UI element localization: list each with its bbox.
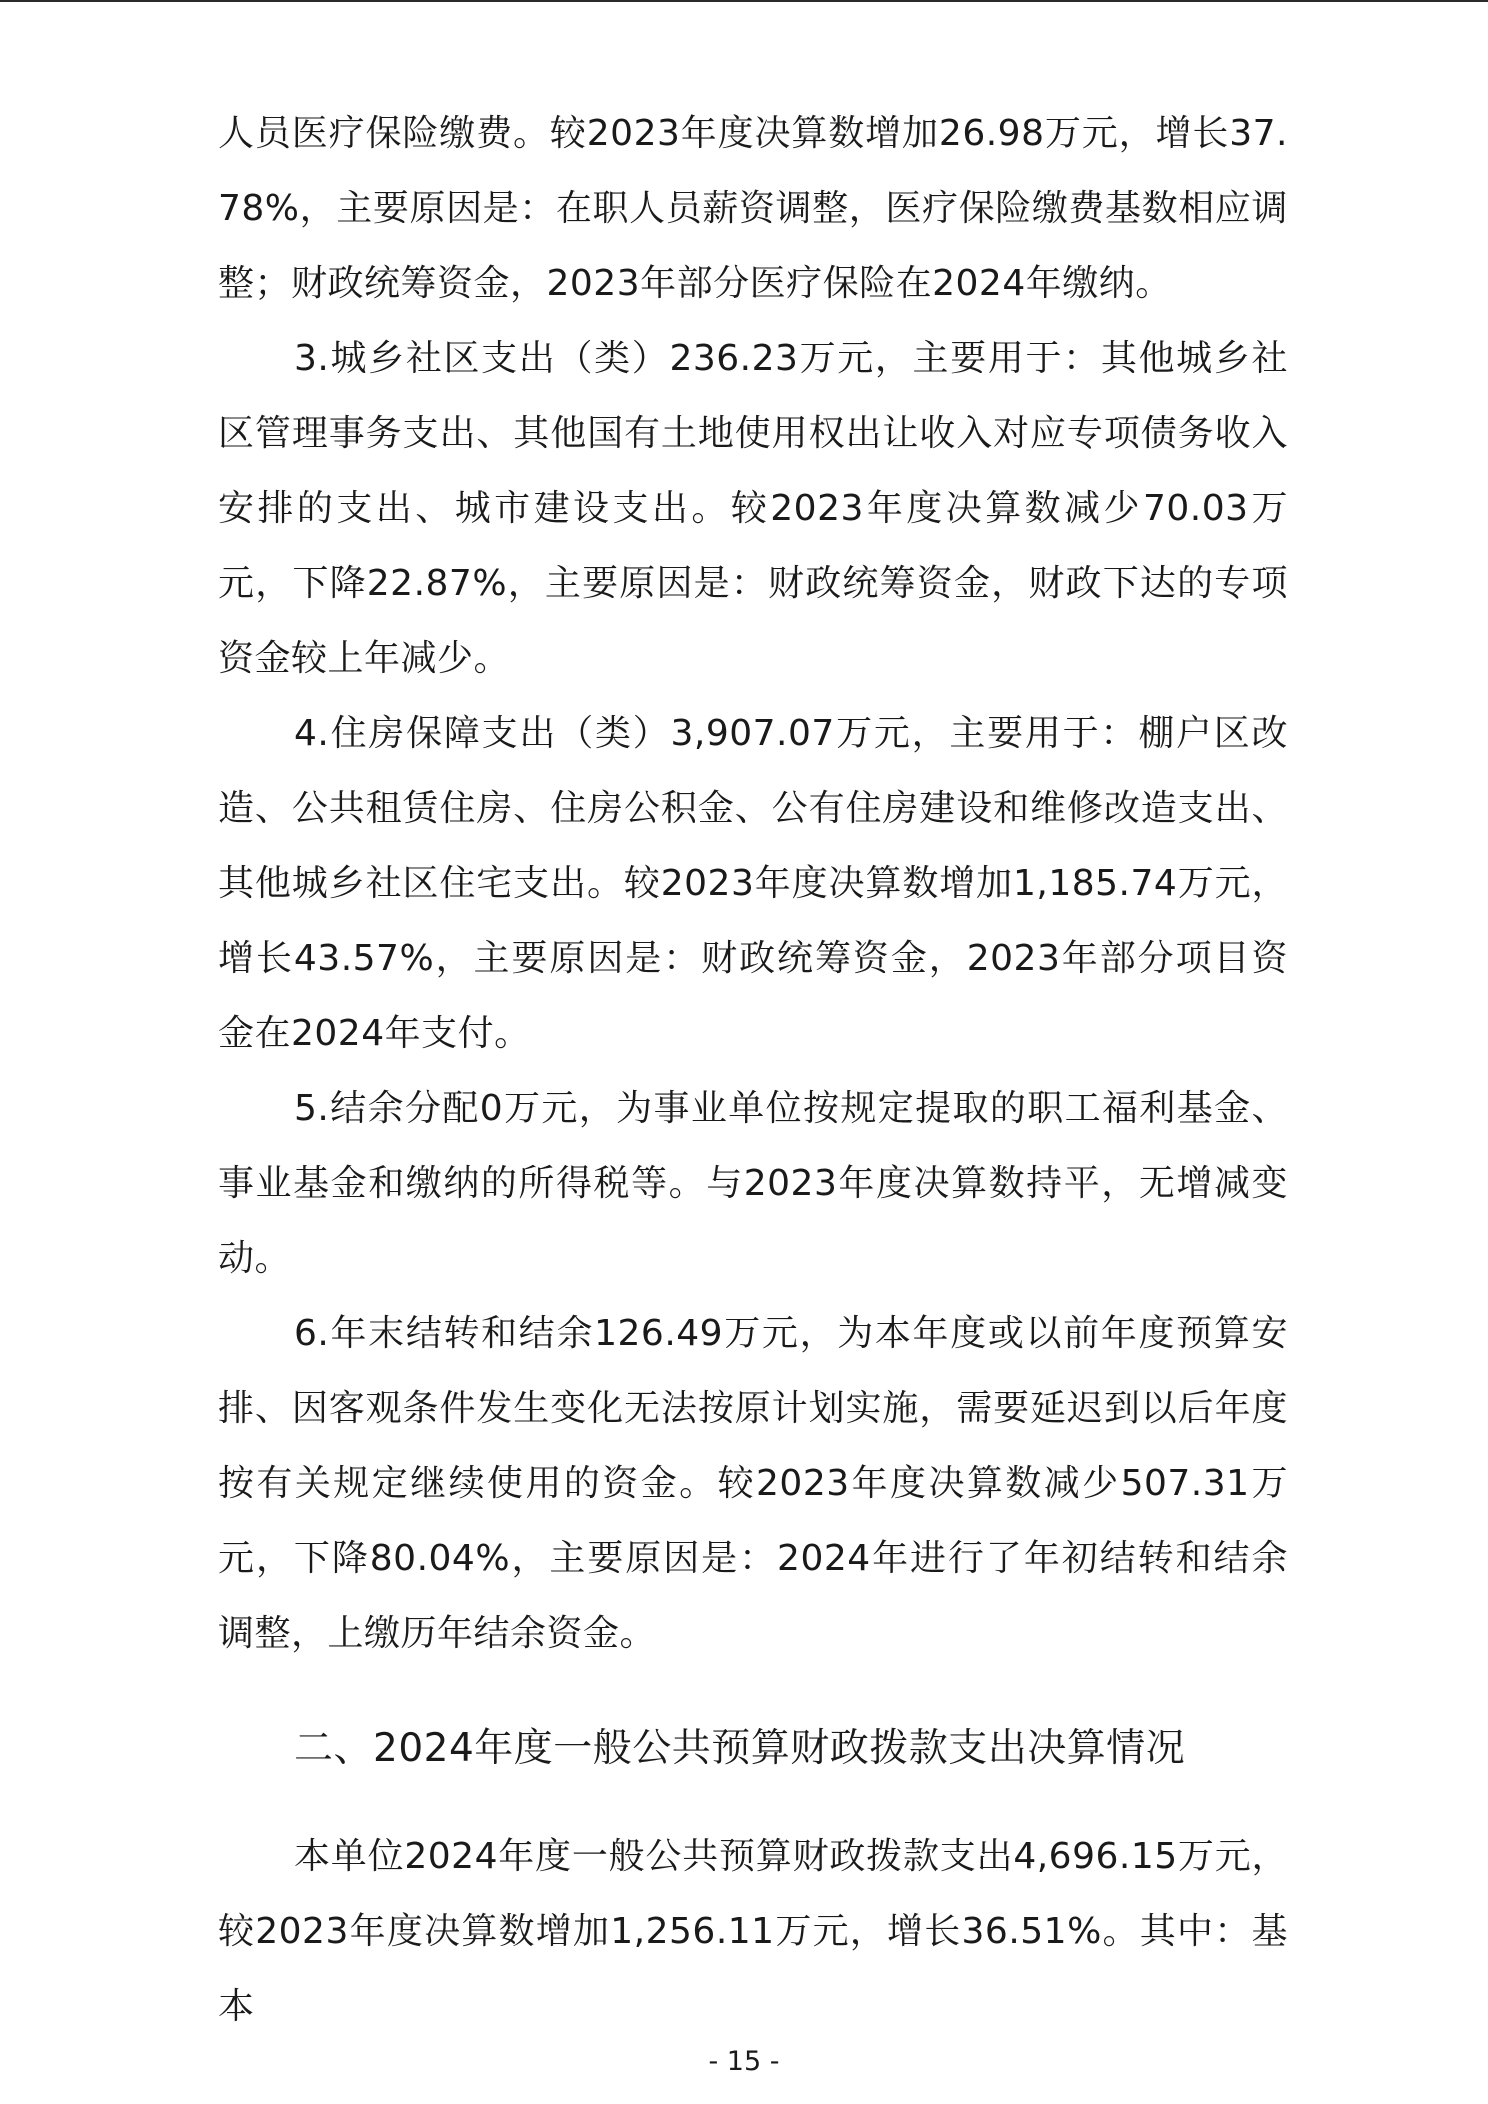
document-body bbox=[218, 96, 1288, 2044]
paragraph-housing-security-expenditure: 4.住房保障支出（类）3,907.07万元，主要用于：棚户区改造、公共租赁住房、住房公积金、公有住房建设和维修改造支出、其他城乡社区住宅支出。较2023年度决算数增加1,185.74万元，增长43.57%，主要原因是：财政统筹资金，2023年部分项目资金在2024年支付。 bbox=[218, 713, 1288, 1054]
paragraph-medical-insurance-continuation: 人员医疗保险缴费。较2023年度决算数增加26.98万元，增长37.78%，主要原因是：在职人员薪资调整，医疗保险缴费基数相应调整；财政统筹资金，2023年部分医疗保险在2024年缴纳。 bbox=[218, 113, 1288, 304]
paragraph-surplus-distribution: 5.结余分配0万元，为事业单位按规定提取的职工福利基金、事业基金和缴纳的所得税等。与2023年度决算数持平，无增减变动。 bbox=[218, 1088, 1288, 1279]
paragraph-year-end-carryover: 6.年末结转和结余126.49万元，为本年度或以前年度预算安排、因客观条件发生变化无法按原计划实施，需要延迟到以后年度按有关规定继续使用的资金。较2023年度决算数减少507.31万元，下降80.04%，主要原因是：2024年进行了年初结转和结余调整，上缴历年结余资金。 bbox=[218, 1313, 1288, 1654]
page-number: - 15 - bbox=[708, 2046, 780, 2077]
paragraph-general-budget-expenditure: 本单位2024年度一般公共预算财政拨款支出4,696.15万元，较2023年度决算数增加1,256.11万元，增长36.51%。其中：基本 bbox=[218, 1836, 1288, 2027]
top-border-line bbox=[0, 0, 1488, 2]
paragraph-urban-rural-community-expenditure: 3.城乡社区支出（类）236.23万元，主要用于：其他城乡社区管理事务支出、其他国有土地使用权出让收入对应专项债务收入安排的支出、城市建设支出。较2023年度决算数减少70.03万元，下降22.87%，主要原因是：财政统筹资金，财政下达的专项资金较上年减少。 bbox=[218, 338, 1288, 679]
section-heading: 二、2024年度一般公共预算财政拨款支出决算情况 bbox=[294, 1726, 1186, 1771]
